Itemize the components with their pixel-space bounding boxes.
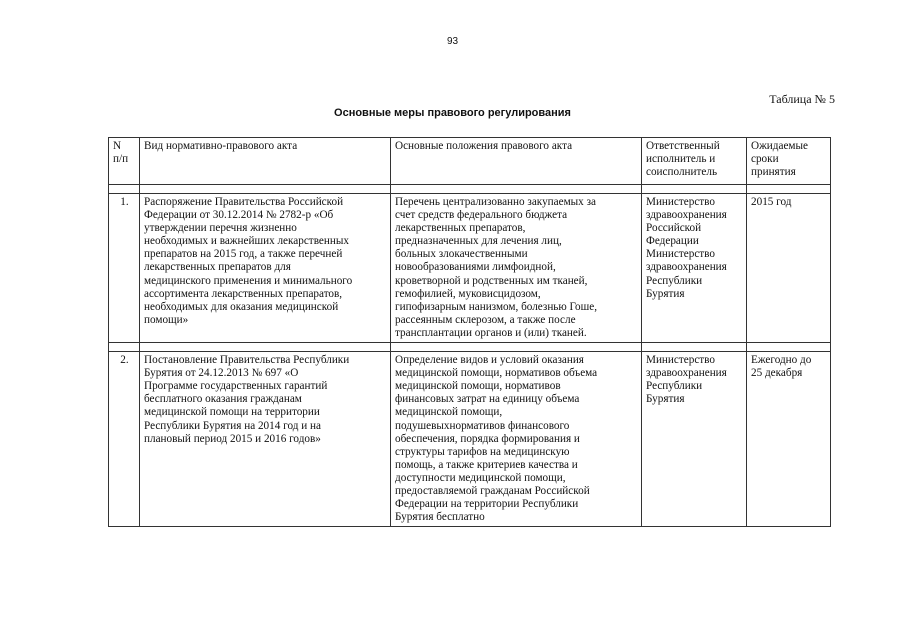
table-header-row xyxy=(109,138,831,185)
row-executor: Министерство здравоохранения Российской Федерации Министерство здравоохранения Республики Бурятия xyxy=(642,194,747,343)
header-executor: Ответственный исполнитель и соисполнитель xyxy=(642,138,747,185)
row-num: 2. xyxy=(109,352,140,527)
row-provisions: Перечень централизованно закупаемых за счет средств федерального бюджета лекарственных препаратов, предназначенных для лечения лиц, больных злокачественными новообразованиями лимфоидной, кроветворной и родственных им тканей, гемофилией, муковисцидозом, гипофизарным нанизмом, болезнью Гоше, рассеянным склерозом, а также после трансплантации органов и (или) тканей. xyxy=(391,194,642,343)
table-label: Таблица № 5 xyxy=(769,92,835,106)
page-number: 93 xyxy=(446,36,459,47)
row-provisions: Определение видов и условий оказания медицинской помощи, нормативов объема медицинской помощи, нормативов финансовых затрат на единицу объема медицинской помощи, подушевыхнормативов финансового обеспечения, порядка формирования и структуры тарифов на медицинскую помощь, а также критериев качества и доступности медицинской помощи, предоставляемой гражданам Российской Федерации на территории Республики Бурятия бесплатно xyxy=(391,352,642,527)
table-row xyxy=(109,352,831,527)
row-executor: Министерство здравоохранения Республики Бурятия xyxy=(642,352,747,527)
row-terms: 2015 год xyxy=(747,194,831,343)
header-terms: Ожидаемые сроки принятия xyxy=(747,138,831,185)
header-act: Вид нормативно-правового акта xyxy=(140,138,391,185)
row-act: Распоряжение Правительства Российской Федерации от 30.12.2014 № 2782-р «Об утверждении перечня жизненно необходимых и важнейших лекарственных препаратов на 2015 год, а также перечней лекарственных препаратов для медицинского применения и минимального ассортимента лекарственных препаратов, необходимых для оказания медицинской помощи» xyxy=(140,194,391,343)
row-num: 1. xyxy=(109,194,140,343)
row-terms: Ежегодно до 25 декабря xyxy=(747,352,831,527)
table-title: Основные меры правового регулирования xyxy=(334,107,571,119)
row-act: Постановление Правительства Республики Бурятия от 24.12.2013 № 697 «О Программе государственных гарантий бесплатного оказания гражданам медицинской помощи на территории Республики Бурятия на 2014 год и на плановый период 2015 и 2016 годов» xyxy=(140,352,391,527)
header-provisions: Основные положения правового акта xyxy=(391,138,642,185)
regulation-table xyxy=(108,137,831,527)
header-num: N п/п xyxy=(109,138,140,185)
table-row xyxy=(109,194,831,343)
